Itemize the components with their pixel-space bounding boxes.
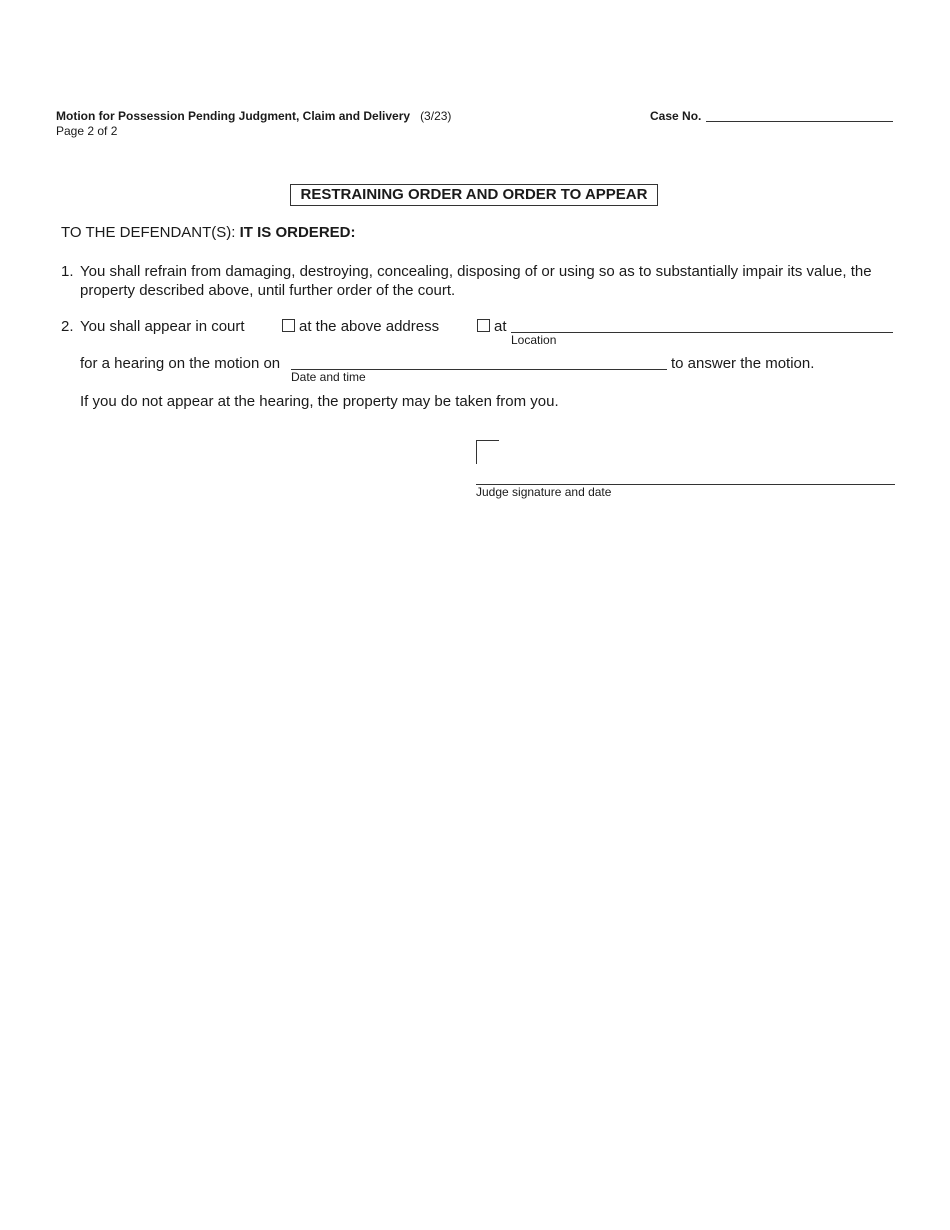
location-caption: Location [511, 333, 557, 347]
section-title: RESTRAINING ORDER AND ORDER TO APPEAR [290, 184, 658, 206]
form-title-text: Motion for Possession Pending Judgment, Claim and Delivery [56, 109, 411, 123]
item-1-number: 1. [61, 263, 74, 280]
signature-corner-mark [476, 440, 499, 464]
it-is-ordered-label: IT IS ORDERED: [239, 224, 356, 241]
above-address-label: at the above address [299, 318, 440, 335]
hearing-suffix-text: to answer the motion. [671, 355, 815, 372]
warning-text: If you do not appear at the hearing, the property may be taken from you. [80, 393, 559, 410]
item-1-text [80, 262, 872, 300]
appear-in-court-text: You shall appear in court [80, 318, 245, 335]
location-field[interactable] [511, 332, 893, 333]
date-time-caption: Date and time [291, 370, 366, 384]
to-defendant-label: TO THE DEFENDANT(S): [61, 224, 236, 241]
page-number: Page 2 of 2 [56, 124, 118, 138]
form-title [56, 109, 451, 123]
at-location-label: at [494, 318, 507, 335]
form-revision: (3/23) [420, 109, 452, 123]
item-1-line-2: property described above, until further order of the court. [80, 282, 456, 299]
above-address-checkbox[interactable] [282, 319, 295, 332]
item-2-number: 2. [61, 318, 74, 335]
case-no-label: Case No. [650, 109, 702, 123]
other-location-checkbox[interactable] [477, 319, 490, 332]
order-intro [61, 224, 355, 241]
hearing-prefix-text: for a hearing on the motion on [80, 355, 281, 372]
case-no-field[interactable] [706, 121, 893, 122]
judge-signature-caption: Judge signature and date [476, 485, 612, 499]
item-1-line-1: You shall refrain from damaging, destroying, concealing, disposing of or using so as to substantially impair its value, the [80, 263, 872, 280]
